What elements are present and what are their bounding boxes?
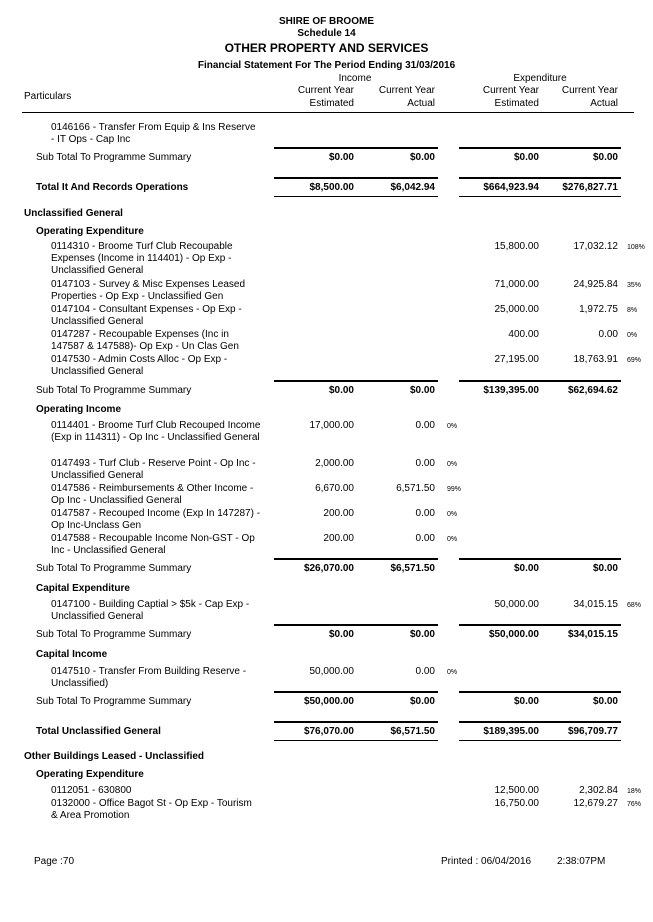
expenditure-rule bbox=[541, 624, 621, 626]
total-label: Total It And Records Operations bbox=[36, 182, 189, 193]
expenditure-rule bbox=[541, 721, 621, 723]
section-heading: Other Buildings Leased - Unclassified bbox=[24, 751, 205, 762]
printed-time: 2:38:07PM bbox=[557, 856, 606, 867]
amount-ee: $50,000.00 bbox=[488, 629, 539, 640]
amount-ia: 0.00 bbox=[415, 508, 435, 519]
amount-ea: 12,679.27 bbox=[573, 798, 618, 809]
amount-ie: $0.00 bbox=[328, 629, 354, 640]
amount-ie: $76,070.00 bbox=[303, 726, 354, 737]
amount-ee: 27,195.00 bbox=[494, 354, 539, 365]
amount-ia: $0.00 bbox=[409, 152, 435, 163]
amount-ee: 25,000.00 bbox=[494, 304, 539, 315]
line-item-description: 0114310 - Broome Turf Club Recoupable Expenses (Income in 114401) - Op Exp - Unclassified General bbox=[51, 241, 233, 276]
amount-ie: $0.00 bbox=[328, 385, 354, 396]
group-heading: Operating Expenditure bbox=[36, 226, 144, 237]
amount-ea: 2,302.84 bbox=[579, 785, 618, 796]
amount-ee: $189,395.00 bbox=[483, 726, 539, 737]
amount-ea: $34,015.15 bbox=[567, 629, 618, 640]
line-item-description: 0147104 - Consultant Expenses - Op Exp - Unclassified General bbox=[51, 304, 242, 327]
amount-ee: 12,500.00 bbox=[494, 785, 539, 796]
expenditure-rule bbox=[459, 624, 541, 626]
income-rule bbox=[274, 624, 356, 626]
amount-ea: 0.00 bbox=[598, 329, 618, 340]
percent-ep: 76% bbox=[627, 801, 642, 808]
amount-ea: $62,694.62 bbox=[567, 385, 618, 396]
expenditure-rule bbox=[459, 721, 541, 723]
income-underline bbox=[274, 740, 438, 741]
amount-ia: 6,571.50 bbox=[396, 483, 435, 494]
expenditure-rule bbox=[459, 177, 541, 179]
amount-ee: $0.00 bbox=[513, 696, 539, 707]
expenditure-rule bbox=[541, 558, 621, 560]
percent-ip: 0% bbox=[447, 536, 458, 543]
amount-ea: 17,032.12 bbox=[573, 241, 618, 252]
amount-ie: 2,000.00 bbox=[315, 458, 354, 469]
percent-ep: 8% bbox=[627, 307, 638, 314]
amount-ie: $50,000.00 bbox=[303, 696, 354, 707]
percent-ip: 0% bbox=[447, 669, 458, 676]
line-item-description: 0147530 - Admin Costs Alloc - Op Exp - Unclassified General bbox=[51, 354, 228, 377]
group-heading: Capital Expenditure bbox=[36, 583, 130, 594]
amount-ee: 71,000.00 bbox=[494, 279, 539, 290]
line-item-description: 0147588 - Recoupable Income Non-GST - Op Inc - Unclassified General bbox=[51, 533, 255, 556]
amount-ea: 1,972.75 bbox=[579, 304, 618, 315]
income-rule bbox=[356, 624, 438, 626]
amount-ie: 6,670.00 bbox=[315, 483, 354, 494]
amount-ie: $8,500.00 bbox=[309, 182, 354, 193]
percent-ep: 18% bbox=[627, 788, 642, 795]
expenditure-underline bbox=[459, 740, 621, 741]
expenditure-rule bbox=[459, 691, 541, 693]
amount-ia: $6,571.50 bbox=[390, 726, 435, 737]
expenditure-heading: Expenditure bbox=[513, 73, 567, 84]
amount-ee: 50,000.00 bbox=[494, 599, 539, 610]
amount-ia: $0.00 bbox=[409, 385, 435, 396]
income-rule bbox=[274, 380, 356, 382]
percent-ip: 0% bbox=[447, 423, 458, 430]
subtotal-label: Sub Total To Programme Summary bbox=[36, 696, 192, 707]
amount-ia: $0.00 bbox=[409, 696, 435, 707]
group-heading: Capital Income bbox=[36, 649, 108, 660]
income-rule bbox=[274, 177, 356, 179]
amount-ia: $6,571.50 bbox=[390, 563, 435, 574]
line-item-description: 0147586 - Reimbursements & Other Income - Op Inc - Unclassified General bbox=[51, 483, 254, 506]
line-item-description: 0146166 - Transfer From Equip & Ins Reserve - IT Ops - Cap Inc bbox=[51, 122, 256, 145]
header-rule bbox=[22, 112, 634, 113]
expenditure-rule bbox=[459, 558, 541, 560]
total-label: Total Unclassified General bbox=[36, 726, 161, 737]
amount-ie: 50,000.00 bbox=[309, 666, 354, 677]
line-item-description: 0147100 - Building Captial > $5k - Cap Exp - Unclassified General bbox=[51, 599, 250, 622]
amount-ea: 18,763.91 bbox=[573, 354, 618, 365]
amount-ie: $26,070.00 bbox=[303, 563, 354, 574]
income-actual-heading-1: Current Year bbox=[378, 85, 435, 96]
amount-ee: 16,750.00 bbox=[494, 798, 539, 809]
page-title: OTHER PROPERTY AND SERVICES bbox=[224, 41, 429, 55]
line-item-description: 0147587 - Recouped Income (Exp In 147287) -Op Inc-Unclass Gen bbox=[51, 508, 261, 531]
particulars-heading: Particulars bbox=[24, 91, 72, 102]
section-heading: Unclassified General bbox=[24, 208, 123, 219]
page-number: Page :70 bbox=[34, 856, 75, 867]
amount-ia: 0.00 bbox=[415, 533, 435, 544]
amount-ia: 0.00 bbox=[415, 420, 435, 431]
line-item-description: 0112051 - 630800 bbox=[51, 785, 132, 796]
amount-ee: $139,395.00 bbox=[483, 385, 539, 396]
income-rule bbox=[274, 721, 356, 723]
percent-ep: 35% bbox=[627, 282, 642, 289]
amount-ea: $0.00 bbox=[592, 696, 618, 707]
income-underline bbox=[274, 196, 438, 197]
income-estimated-heading-2: Estimated bbox=[309, 98, 354, 109]
amount-ee: 15,800.00 bbox=[494, 241, 539, 252]
line-item-description: 0147287 - Recoupable Expenses (Inc in 147587 & 147588)- Op Exp - Un Clas Gen bbox=[51, 329, 239, 352]
amount-ie: 200.00 bbox=[323, 533, 354, 544]
income-rule bbox=[356, 177, 438, 179]
group-heading: Operating Expenditure bbox=[36, 769, 144, 780]
percent-ip: 0% bbox=[447, 511, 458, 518]
income-rule bbox=[356, 721, 438, 723]
income-rule bbox=[356, 380, 438, 382]
amount-ea: $96,709.77 bbox=[567, 726, 618, 737]
amount-ee: 400.00 bbox=[508, 329, 539, 340]
income-actual-heading-2: Actual bbox=[407, 98, 435, 109]
schedule-label: Schedule 14 bbox=[297, 28, 356, 39]
amount-ia: $6,042.94 bbox=[390, 182, 435, 193]
amount-ia: 0.00 bbox=[415, 666, 435, 677]
subtotal-label: Sub Total To Programme Summary bbox=[36, 152, 192, 163]
line-item-description: 0114401 - Broome Turf Club Recouped Income (Exp in 114311) - Op Inc - Unclassified General bbox=[51, 420, 261, 443]
subtotal-label: Sub Total To Programme Summary bbox=[36, 563, 192, 574]
subtotal-label: Sub Total To Programme Summary bbox=[36, 385, 192, 396]
percent-ip: 99% bbox=[447, 486, 462, 493]
income-estimated-heading-1: Current Year bbox=[297, 85, 354, 96]
income-rule bbox=[274, 691, 356, 693]
income-heading: Income bbox=[338, 73, 372, 84]
amount-ia: 0.00 bbox=[415, 458, 435, 469]
line-item-description: 0147103 - Survey & Misc Expenses Leased Properties - Op Exp - Unclassified Gen bbox=[51, 279, 245, 302]
expenditure-rule bbox=[459, 147, 541, 149]
amount-ea: $0.00 bbox=[592, 152, 618, 163]
line-item-description: 0147510 - Transfer From Building Reserve - Unclassified) bbox=[51, 666, 247, 689]
expenditure-underline bbox=[459, 196, 621, 197]
amount-ia: $0.00 bbox=[409, 629, 435, 640]
amount-ee: $0.00 bbox=[513, 152, 539, 163]
percent-ep: 68% bbox=[627, 602, 642, 609]
expenditure-rule bbox=[541, 177, 621, 179]
amount-ee: $664,923.94 bbox=[483, 182, 539, 193]
subtotal-label: Sub Total To Programme Summary bbox=[36, 629, 192, 640]
income-rule bbox=[356, 691, 438, 693]
amount-ee: $0.00 bbox=[513, 563, 539, 574]
exp-actual-heading-2: Actual bbox=[590, 98, 618, 109]
income-rule bbox=[356, 147, 438, 149]
line-item-description: 0147493 - Turf Club - Reserve Point - Op Inc - Unclassified General bbox=[51, 458, 256, 481]
expenditure-rule bbox=[541, 380, 621, 382]
amount-ea: $0.00 bbox=[592, 563, 618, 574]
exp-estimated-heading-2: Estimated bbox=[494, 98, 539, 109]
exp-actual-heading-1: Current Year bbox=[561, 85, 618, 96]
percent-ep: 0% bbox=[627, 332, 638, 339]
expenditure-rule bbox=[541, 691, 621, 693]
amount-ie: $0.00 bbox=[328, 152, 354, 163]
printed-date: Printed : 06/04/2016 bbox=[441, 856, 532, 867]
group-heading: Operating Income bbox=[36, 404, 122, 415]
amount-ie: 200.00 bbox=[323, 508, 354, 519]
line-item-description: 0132000 - Office Bagot St - Op Exp - Tourism & Area Promotion bbox=[51, 798, 252, 821]
expenditure-rule bbox=[459, 380, 541, 382]
income-rule bbox=[356, 558, 438, 560]
amount-ea: 34,015.15 bbox=[573, 599, 618, 610]
org-name: SHIRE OF BROOME bbox=[278, 16, 374, 27]
income-rule bbox=[274, 147, 356, 149]
amount-ea: 24,925.84 bbox=[573, 279, 618, 290]
exp-estimated-heading-1: Current Year bbox=[482, 85, 539, 96]
period-subtitle: Financial Statement For The Period Ending 31/03/2016 bbox=[197, 60, 456, 71]
amount-ea: $276,827.71 bbox=[562, 182, 618, 193]
expenditure-rule bbox=[541, 147, 621, 149]
income-rule bbox=[274, 558, 356, 560]
amount-ie: 17,000.00 bbox=[309, 420, 354, 431]
percent-ep: 108% bbox=[627, 244, 645, 251]
percent-ep: 69% bbox=[627, 357, 642, 364]
percent-ip: 0% bbox=[447, 461, 458, 468]
